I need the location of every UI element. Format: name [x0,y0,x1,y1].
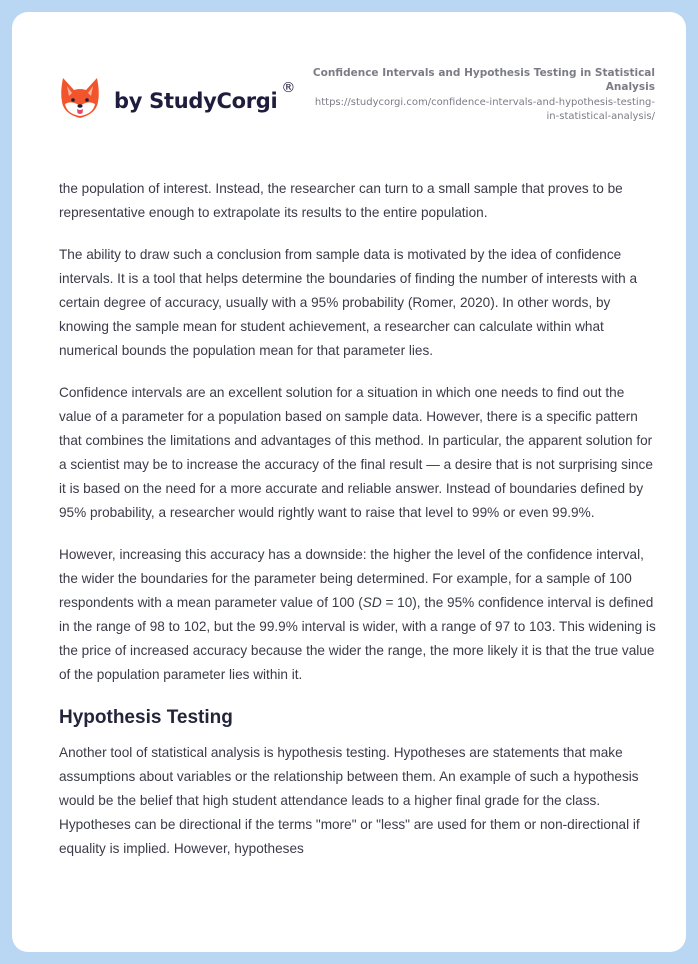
paragraph-text: = 10), the 95% confidence interval is defined in the range of 98 to 102, but the 99.9% interval is wider, with a range of 97 to 103. This widening is the price of increased accuracy because the wider the range, the more likely it is that the true value of the population parameter lies within it. [59,595,656,682]
document-page [12,12,686,952]
registered-mark: ® [281,80,296,96]
paragraph [59,543,657,687]
document-url[interactable]: https://studycorgi.com/confidence-intervals-and-hypothesis-testing-in-statistical-analysis/ [314,97,655,122]
document-title: Confidence Intervals and Hypothesis Testing in Statistical Analysis [312,67,655,93]
paragraph-text: However, increasing this accuracy has a downside: the higher the level of the confidence interval, the wider the boundaries for the parameter being determined. For example, for a sample of 100 respondents with a mean parameter value of 100 ( [59,547,644,610]
studycorgi-logo[interactable] [60,76,295,120]
paragraph: Confidence intervals are an excellent solution for a situation in which one needs to find out the value of a parameter for a population based on sample data. However, there is a specific pattern that combines the limitations and advantages of this method. In particular, the apparent solution for a scientist may be to increase the accuracy of the final result — a desire that is not surprising since it is based on the need for a more accurate and reliable answer. Instead of boundaries defined by 95% probability, a researcher would rightly want to raise that level to 99% or even 99.9%. [59,385,653,520]
section-heading: Hypothesis Testing [59,707,233,728]
corgi-logo-icon [60,76,100,120]
paragraph: the population of interest. Instead, the researcher can turn to a small sample that proves to be representative enough to extrapolate its results to the entire population. [59,181,623,220]
document-meta [305,66,655,124]
article-body [59,177,657,879]
paragraph: Another tool of statistical analysis is hypothesis testing. Hypotheses are statements that make assumptions about variables or the relationship between them. An example of such a hypothesis would be the belief that high student attendance leads to a higher final grade for the class. Hypotheses can be directional if the terms "more" or "less" are used for them or non-directional if equality is implied. However, hypotheses [59,745,640,856]
page-header [12,12,686,162]
paragraph: The ability to draw such a conclusion from sample data is motivated by the idea of confidence intervals. It is a tool that helps determine the boundaries of finding the number of interests with a certain degree of accuracy, usually with a 95% probability (Romer, 2020). In other words, by knowing the sample mean for student achievement, a researcher can calculate within what numerical bounds the population mean for that parameter lies. [59,247,638,358]
brand-name: by StudyCorgi [114,89,278,113]
sd-abbreviation: SD [362,595,382,610]
